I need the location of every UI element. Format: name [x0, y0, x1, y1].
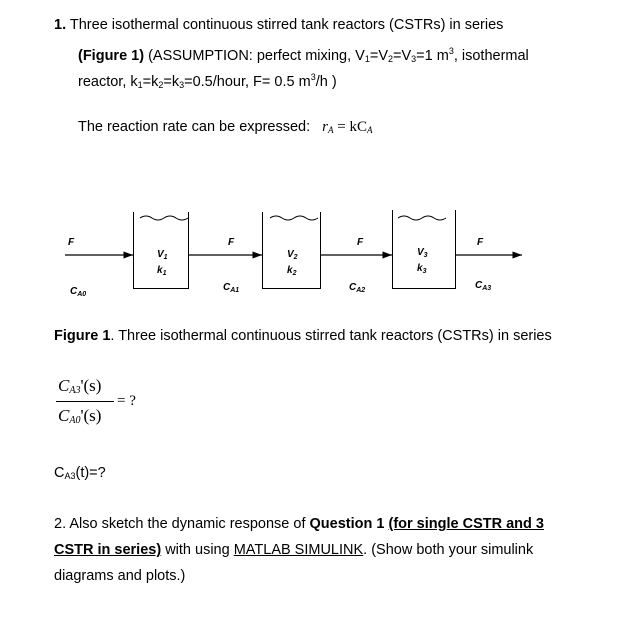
conc-sub-3: A3: [482, 285, 492, 292]
rate-kc: = kC: [333, 119, 367, 135]
question-1-line-3: [78, 67, 337, 95]
time-response-question: [54, 463, 106, 486]
question-2-line-1: [54, 514, 544, 534]
question-2-text-4: diagrams and plots.): [54, 568, 186, 584]
volume-unit-sup: 3: [448, 46, 454, 56]
volume-sub-2: 2: [293, 254, 298, 261]
tf-den-c: C: [58, 406, 70, 425]
assumption-text-c: =V: [393, 48, 412, 64]
question-1-number: 1.: [54, 17, 67, 33]
reaction-rate-text: The reaction rate can be expressed:: [78, 119, 311, 135]
rate-r: r: [322, 119, 329, 135]
question-2-number: 2.: [54, 516, 67, 532]
question-2-line-2: [54, 540, 533, 560]
v3-sub: 3: [411, 54, 417, 64]
volume-sub-3: 3: [423, 252, 428, 259]
conc-c-1: C: [223, 282, 231, 293]
question-2-line-3: [54, 566, 185, 586]
isothermal-text: , isothermal: [453, 48, 529, 64]
conc-c-3: C: [475, 280, 483, 291]
volume-label-3: V: [417, 247, 424, 258]
caption-label: Figure 1: [54, 328, 111, 344]
rate-r-sub: A: [328, 125, 334, 135]
flow-label-in: F: [68, 237, 75, 248]
reactor-text-b: =k: [142, 74, 159, 90]
assumption-text-b: =V: [369, 48, 388, 64]
flow-label-2: F: [357, 237, 364, 248]
rate-sub-3: 3: [422, 268, 427, 275]
conc-sub-0: A0: [77, 291, 87, 298]
flow-unit-sup: 3: [310, 72, 316, 82]
assumption-text: (ASSUMPTION: perfect mixing, V: [148, 48, 365, 64]
v1-sub: 1: [364, 54, 370, 64]
conc-sub-2: A2: [356, 287, 366, 294]
time-response-rest: (t)=?: [75, 465, 106, 481]
time-response-c: C: [54, 465, 65, 481]
transfer-function-denominator: [58, 406, 101, 431]
tf-num-rest: '(s): [80, 376, 102, 395]
conc-c-0: C: [70, 286, 78, 297]
rate-flow-values: =0.5/hour, F= 0.5 m: [184, 74, 311, 90]
question-1-line-1: [54, 15, 503, 35]
rate-label-3: k: [417, 263, 423, 274]
caption-text: . Three isothermal continuous stirred tank reactors (CSTRs) in series: [110, 328, 552, 344]
rate-equation: [322, 119, 372, 135]
conc-label-a2: [349, 282, 365, 294]
rate-sub-2: 2: [292, 270, 297, 277]
tf-den-sub: A0: [69, 415, 81, 426]
flow-label-1: F: [228, 237, 235, 248]
conc-label-a1: [223, 282, 239, 294]
volume-label-1: V: [157, 249, 164, 260]
tank-3-labels: [417, 246, 428, 278]
question-2-text-3: . (Show both your simulink: [363, 542, 534, 558]
question-2-text-1: Also sketch the dynamic response of: [69, 516, 306, 532]
tank-1-labels: [157, 248, 168, 280]
question-1-line-2: [78, 41, 529, 69]
fraction-bar: [56, 401, 114, 402]
volume-sub-1: 1: [163, 254, 168, 261]
question-2-text-2: with using: [165, 542, 230, 558]
conc-label-a3: [475, 280, 491, 292]
reaction-rate-line: [78, 117, 372, 140]
rate-sub-1: 1: [162, 270, 167, 277]
transfer-function-equals: = ?: [117, 393, 136, 409]
tf-num-sub: A3: [69, 385, 81, 396]
figure-caption: [54, 326, 552, 346]
rate-c-sub: A: [366, 125, 373, 135]
question-2-emphasis-2: CSTR in series): [54, 542, 162, 558]
transfer-function-numerator: [58, 376, 101, 401]
k2-sub: 2: [158, 80, 164, 90]
volume-label-2: V: [287, 249, 294, 260]
k3-sub: 3: [179, 80, 185, 90]
question-2-ref: Question 1: [309, 516, 385, 532]
tf-den-rest: '(s): [80, 406, 102, 425]
flow-label-3: F: [477, 237, 484, 248]
conc-label-a0: [70, 286, 86, 298]
v2-sub: 2: [388, 54, 394, 64]
rate-label-1: k: [157, 265, 163, 276]
rate-label-2: k: [287, 265, 293, 276]
conc-sub-1: A1: [230, 287, 240, 294]
question-2-tool: MATLAB SIMULINK: [233, 542, 364, 558]
reactor-text-c: =k: [163, 74, 180, 90]
volume-value: =1 m: [416, 48, 449, 64]
k1-sub: 1: [137, 80, 143, 90]
conc-c-2: C: [349, 282, 357, 293]
flow-unit-text: /h ): [315, 74, 337, 90]
figure-ref: (Figure 1): [78, 48, 145, 64]
tf-num-c: C: [58, 376, 70, 395]
question-1-text: Three isothermal continuous stirred tank reactors (CSTRs) in series: [69, 17, 504, 33]
tank-2-labels: [287, 248, 298, 280]
reactor-text: reactor, k: [78, 74, 138, 90]
time-response-sub: A3: [64, 471, 76, 481]
question-2-emphasis-1: (for single CSTR and 3: [388, 516, 544, 532]
